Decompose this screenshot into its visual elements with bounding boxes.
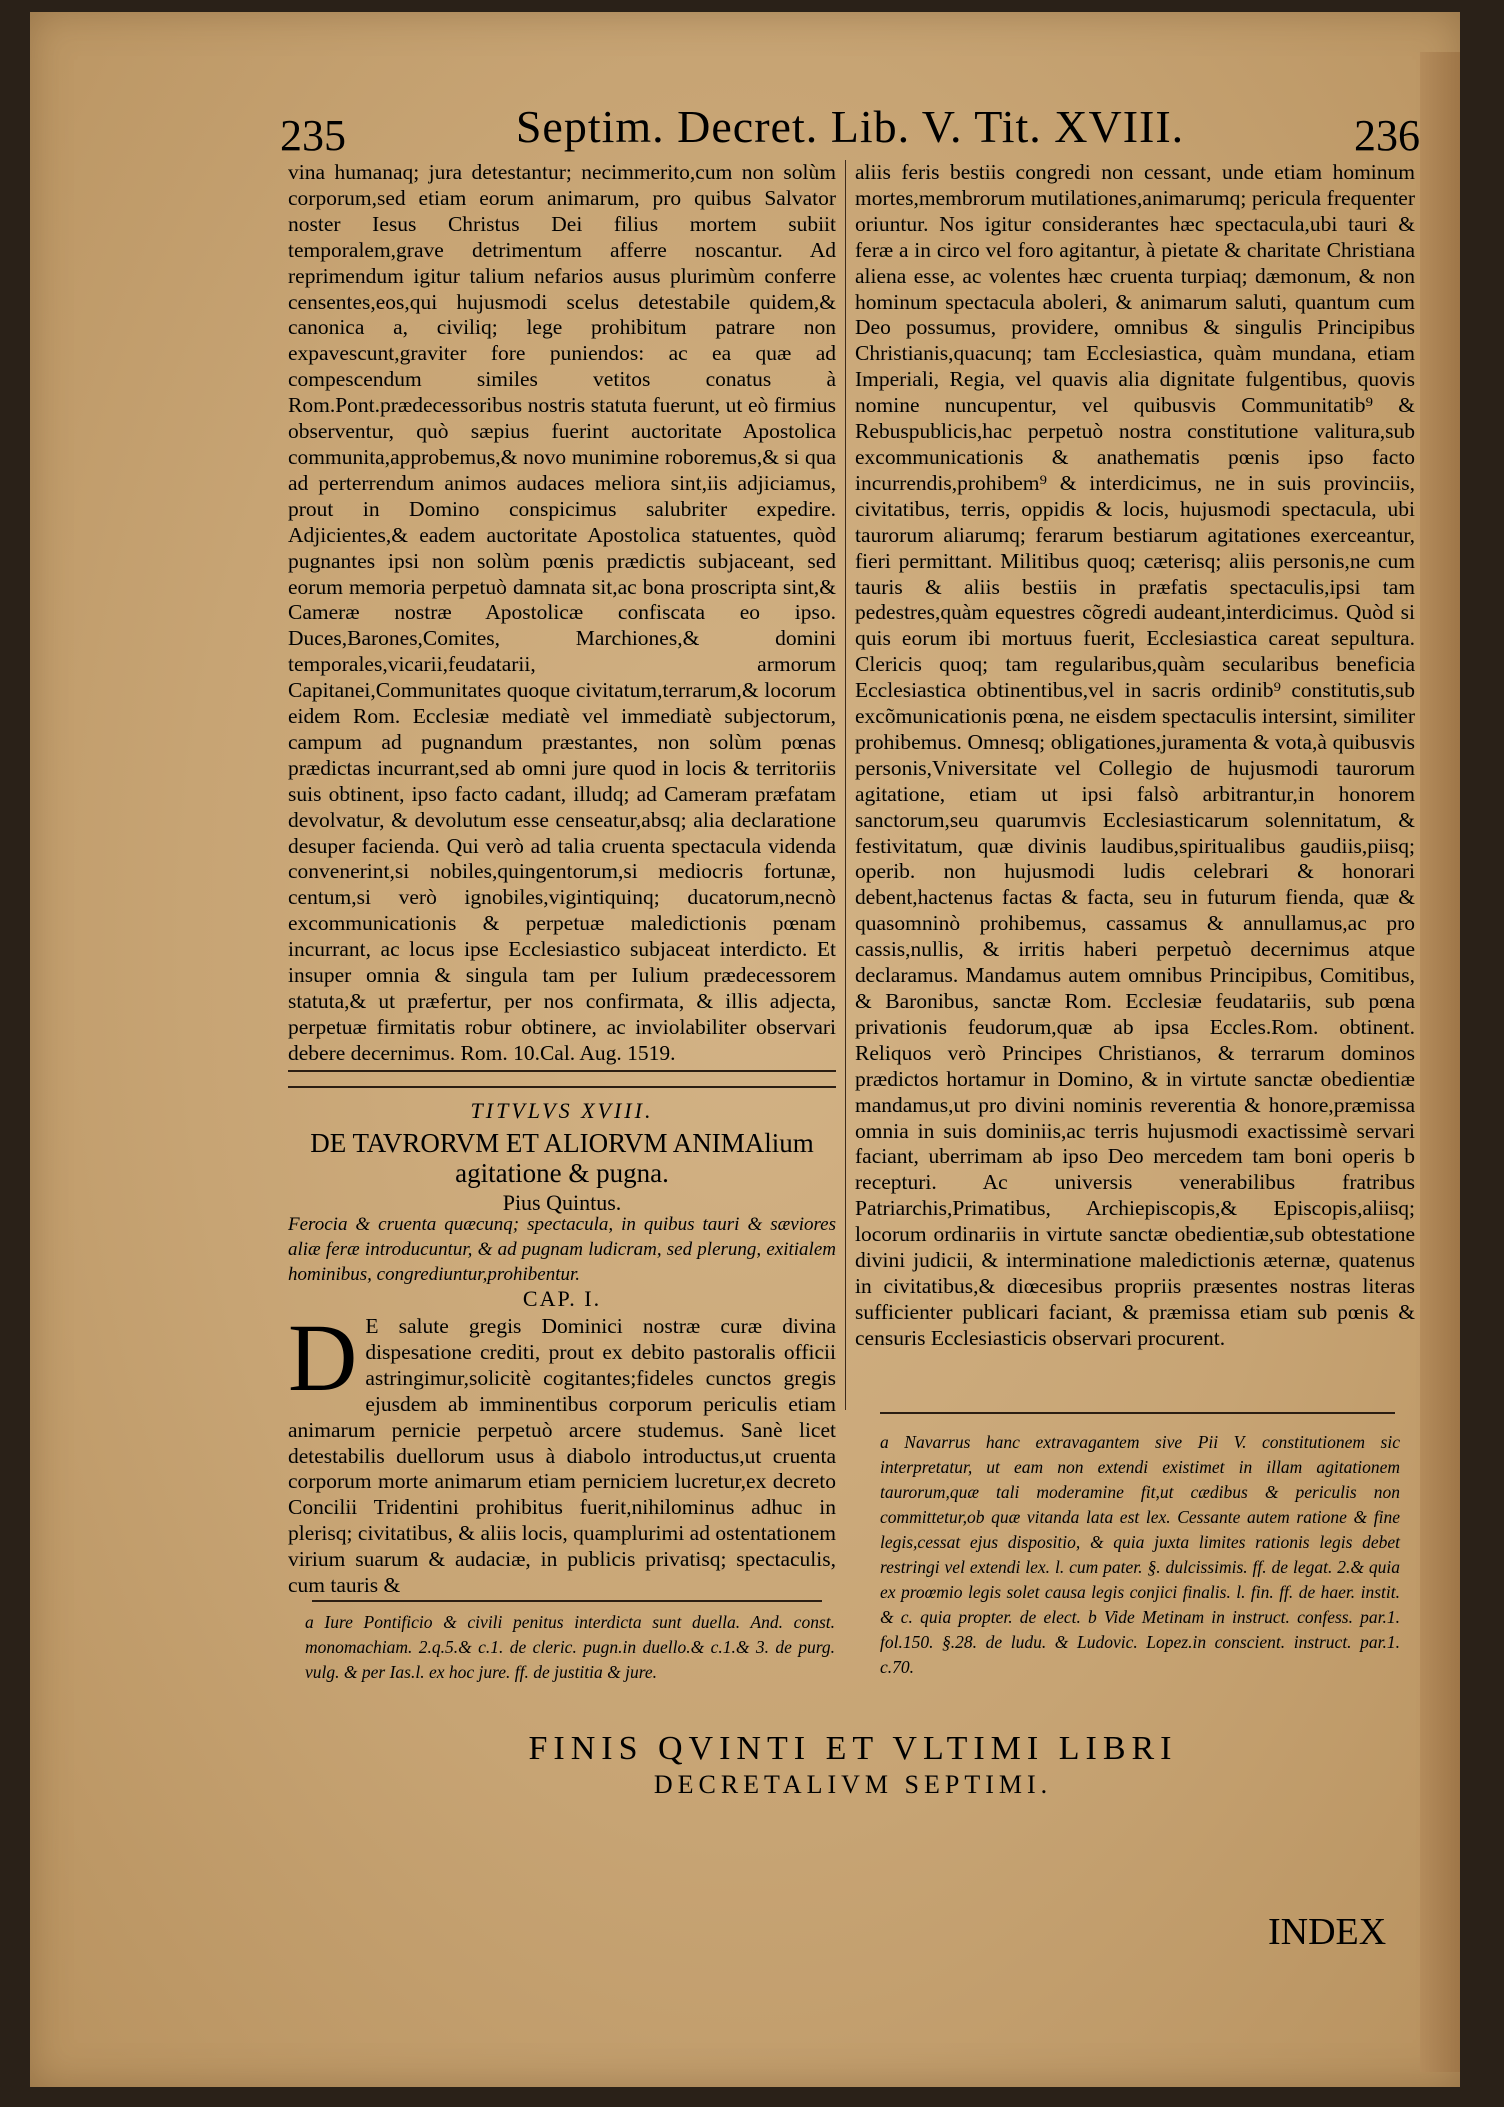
footnote-right: a Navarrus hanc extravagantem sive Pii V. constitutionem sic interpretatur, ut eam non extendi existimet in illam agitationem taurorum,quæ tali moderamine fit,ut cædibus & periculis non committetur,ob quæ vitanda lata est lex. Cessante autem ratione & fine legis,cessat ejus dispositio, & quia juxta limites rationis legis debet restringi vel extendi lex. l. cum pater. §. dulcissimis. ff. de legat. 2.& quia ex proœmio legis solet causa legis conjici finalis. l. fin. ff. de haer. instit. & c. quia propter. de elect. b Vide Metinam in instruct. confess. par.1. fol.150. §.28. de ludu. & Ludovic. Lopez.in conscient. instruct. par.1. c.70. (880, 1432, 1400, 1677)
finis-line-1: FINIS QVINTI ET VLTIMI LIBRI (528, 1730, 1178, 1767)
chapter-heading: CAP. I. (522, 1286, 602, 1311)
left-column (288, 160, 836, 1067)
footnote-left: a Iure Pontificio & civili penitus interdicta sunt duella. And. const. monomachiam. 2.q.5.& c.1. de cleric. pugn.in duello.& c.1.& 3. de purg. vulg. & per Ias.l. ex hoc jure. ff. de justitia & jure. (305, 1612, 835, 1682)
ornament-rule (288, 1070, 836, 1088)
pope-name: Pius Quintus. (502, 1190, 622, 1215)
title-block (288, 1098, 836, 1216)
catchword: INDEX (1268, 1911, 1387, 1953)
titulus: TITVLVS XVIII. (470, 1098, 654, 1123)
running-title: Septim. Decret. Lib. V. Tit. XVIII. (515, 101, 1185, 152)
chapter-body-text: E salute gregis Dominici nostræ curæ divina dispesatione crediti, prout ex debito pastoralis officii astringimur,solicitè cogitantes;fideles cunctos gregis ejusdem ab imminentibus corporum periculis etiam animarum pernicie perpetuò arcere studemus. Sanè licet detestabilis duellorum usus à diabolo introductus,ut cruenta corporum morte animarum etiam perniciem lucretur,ex decreto Concilii Tridentini prohibitus fuerit,nihilominus adhuc in plerisq; civitatibus, & aliis locis, quamplurimi ad ostentationem virium suarum & audaciæ, in publicis privatisq; spectaculis, cum tauris & (288, 1314, 836, 1598)
footnote-rule-right (880, 1412, 1395, 1414)
page-number-right: 236 (1354, 111, 1420, 160)
finis-block (288, 1730, 1418, 1800)
summary: Ferocia & cruenta quæcunq; spectacula, in quibus tauri & sæviores aliæ feræ introducuntur, & ad pugnam ludicram, sed plerung, exitialem hominibus, congrediuntur,prohibentur. (288, 1214, 836, 1285)
right-column-text: aliis feris bestiis congredi non cessant, unde etiam hominum mortes,membrorum mutilationes,animarumq; pericula frequenter oriuntur. Nos igitur considerantes hæc spectacula,ubi tauri & feræ a in circo vel foro agitantur, à pietate & charitate Christiana aliena esse, ac volentes hæc cruenta turpiaq; dæmonum, & non hominum spectacula aboleri, & animarum saluti, quantum cum Deo possumus, providere, omnibus & singulis Principibus Christianis,quacunq; tam Ecclesiastica, quàm mundana, etiam Imperiali, Regia, vel quavis alia dignitate fulgentibus, quovis nomine nuncupentur, vel quibusvis Communitatib⁹ & Rebuspublicis,hac perpetuò nostra constitutione valitura,sub excommunicationis & anathematis pœnis ipso facto incurrendis,prohibem⁹ & interdicimus, ne in suis provinciis, civitatibus, terris, oppidis & locis, hujusmodi spectacula, ubi taurorum aliarumq; ferarum bestiarum agitationes exerceantur, fieri permittant. Militibus quoq; cæterisq; aliis personis,ne cum tauris & aliis bestiis in præfatis spectaculis,ipsi tam pedestres,quàm equestres cõgredi audeant,interdicimus. Quòd si quis eorum ibi mortuus fuerit, Ecclesiastica careat sepultura. Clericis quoq; tam regularibus,quàm secularibus beneficia Ecclesiastica obtinentibus,vel in sacris ordinib⁹ constitutis,sub excõmunicationis pœna, ne eisdem spectaculis intersint, similiter prohibemus. Omnesq; obligationes,juramenta & vota,à quibusvis personis,Vniversitate vel Collegio de hujusmodi taurorum agitatione, etiam ut ipsi falsò arbitrantur,in honorem sanctorum,seu quarumvis Ecclesiasticarum solennitatum, & festivitatum, quæ divinis laudibus,spiritualibus gaudiis,piisq; operib. non hujusmodi ludis celebrari & honorari debent,hactenus factas & facta, seu in futurum fienda, quæ & quasomninò prohibemus, cassamus & annullamus,ac pro cassis,nullis, & irritis haberi perpetuò decernimus atque declaramus. Mandamus autem omnibus Principibus, Comitibus, & Baronibus, sanctæ Rom. Ecclesiæ feudatariis, sub pœna privationis feudorum,quæ ab ipsa Eccles.Rom. obtinent. Reliquos verò Principes Christianos, & terrarum dominos prædictos hortamur in Domino, & in virtute sanctæ obedientiæ mandamus,ut pro divini nominis reverentia & honore,præmissa omnia in suis dominiis,ac terris hujusmodi exactissimè servari faciant, uberrimam ab ipso Deo mercedem tam boni operis b recepturi. Ac universis venerabilibus fratribus Patriarchis,Primatibus, Archiepiscopis,& Episcopis,aliisq; locorum ordinariis in virtute sanctæ obedientiæ,sub obtestatione divini judicii, & interminatione maledictionis æternæ, quatenus in civitatibus,& diœcesibus propriis præsentes nostras literas sufficienter publicari faciant, & præmissa etiam sub pœnis & censuris Ecclesiasticis observari procurent. (855, 160, 1415, 1350)
running-header (280, 100, 1420, 160)
chapter-body (288, 1304, 836, 1599)
left-column-text: vina humanaq; jura detestantur; necimmerito,cum non solùm corporum,sed etiam eorum animarum, pro quibus Salvator noster Iesus Christus Dei filius mortem subiit temporalem,grave detrimentum afferre noscantur. Ad reprimendum igitur talium nefarios ausus plurimùm conferre censentes,eos,qui hujusmodi scelus detestabile quidem,& canonica a, civiliq; lege prohibitum patrare non expavescunt,graviter fore puniendos: ac ea quæ ad compescendum similes vetitos conatus à Rom.Pont.prædecessoribus nostris statuta fuerunt, ut eò firmius observentur, quò sæpius fuerint auctoritate Apostolica communita,approbemus,& novo munimine roboremus,& si qua ad perterrendum animos audaces meliora sint,iis adjiciamus, prout in Domino conspicimus salubriter expedire. Adjicientes,& eadem auctoritate Apostolica statuentes, quòd pugnantes ipsi non solùm pœnis prædictis subjaceant, sed eorum memoria perpetuò damnata sit,ac bona proscripta sint,& Cameræ nostræ Apostolicæ confiscata eo ipso. Duces,Barones,Comites, Marchiones,& domini temporales,vicarii,feudatarii, armorum Capitanei,Communitates quoque civitatum,terrarum,& locorum eidem Rom. Ecclesiæ mediatè vel immediatè subjectorum, campum ad pugnandum præstantes, non solùm pœnas prædictas incurrant,sed ab omni jure quod in locis & territoriis suis obtinent, ipso facto cadant, illudq; ad Cameram præfatam devolvatur, & devolutum esse censeatur,absq; alia declaratione desuper facienda. Qui verò ad talia cruenta spectacula videnda convenerint,si nobiles,quingentorum,si mediocris fortunæ, centum,si verò ignobiles,vigintiquinq; ducatorum,necnò excommunicationis & perpetuæ maledictionis pœnam incurrant, ac locus ipse Ecclesiastico subjaceat interdicto. Et insuper omnia & singula tam per Iulium prædecessorem statuta,& ut præfertur, per nos confirmata, & illis adjecta, perpetuæ firmitatis robur obtinere, ac inviolabiliter observari debere decernimus. Rom. 10.Cal. Aug. 1519. (288, 160, 836, 1065)
column-divider (845, 160, 846, 1410)
section-title: DE TAVRORVM ET ALIORVM ANIMAlium agitatione & pugna. (310, 1128, 814, 1188)
right-column (855, 160, 1415, 1352)
finis-line-2: DECRETALIVM SEPTIMI. (653, 1770, 1053, 1799)
page-edge (1420, 52, 1460, 2072)
page-number-left: 235 (280, 111, 346, 160)
footnote-rule-left (312, 1600, 822, 1602)
drop-cap: D (288, 1304, 358, 1411)
